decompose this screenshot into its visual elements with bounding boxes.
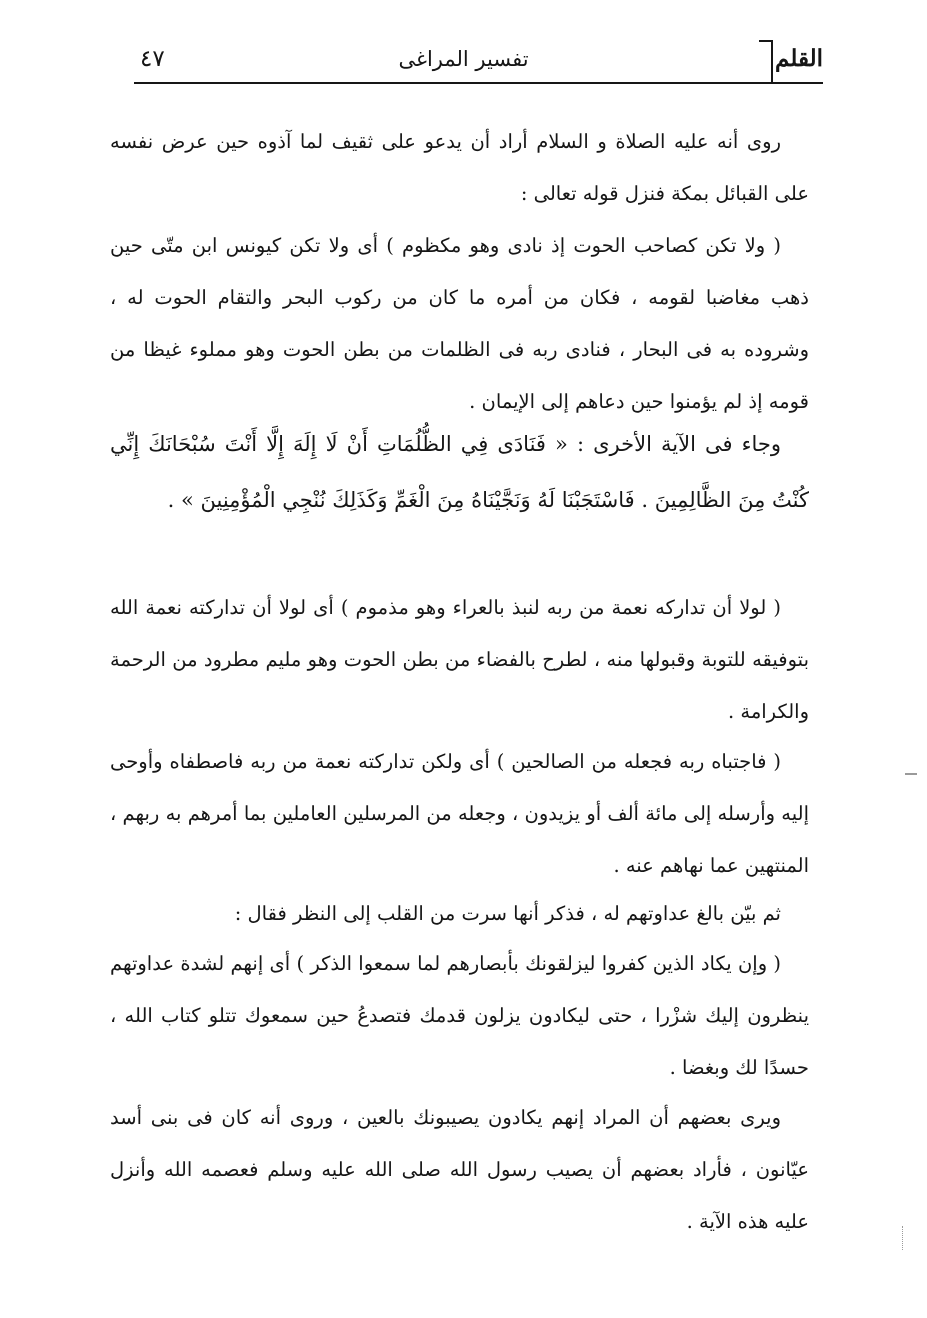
running-title: تفسير المراغى <box>398 47 529 71</box>
sura-name: القلم <box>775 45 823 72</box>
paragraph-quran-verse <box>110 416 809 528</box>
paragraph-text: ثم بيّن بالغ عداوتهم له ، فذكر أنها سرت من القلب إلى النظر فقال : <box>234 902 781 925</box>
paragraph-text: وجاء فى الآية الأخرى : « فَنَادَى فِي الظُّلُمَاتِ أَنْ لَا إِلَهَ إِلَّا أَنْتَ سُبْحَانَكَ إِنِّي كُنْتُ مِنَ الظَّالِمِينَ . فَاسْتَجَبْنَا لَهُ وَنَجَّيْنَاهُ مِنَ الْغَمِّ وَكَذَلِكَ نُنْجِي الْمُؤْمِنِينَ » . <box>110 432 809 512</box>
page-number: ٤٧ <box>140 46 165 72</box>
paragraph-text: ( لولا أن تداركه نعمة من ربه لنبذ بالعراء وهو مذموم ) أى لولا أن تداركته نعمة الله بتوفيقه للتوبة وقبولها منه ، لطرح بالفضاء من بطن الحوت وهو مليم مطرود من الرحمة والكرامة . <box>110 596 809 723</box>
paragraph-occasion <box>110 116 809 220</box>
paragraph-transition <box>110 888 809 940</box>
paragraph-tadarakahu <box>110 582 809 738</box>
paragraph-text: روى أنه عليه الصلاة و السلام أراد أن يدعو على ثقيف لما آذوه حين عرض نفسه على القبائل بمكة فنزل قوله تعالى : <box>110 130 809 205</box>
paragraph-evil-eye <box>110 1092 809 1248</box>
paragraph-text: ويرى بعضهم أن المراد إنهم يكادون يصيبونك بالعين ، وروى أنه كان فى بنى أسد عيّانون ، فأراد بعضهم أن يصيب رسول الله صلى الله عليه وسلم فعصمه الله وأنزل عليه هذه الآية . <box>110 1106 809 1233</box>
paragraph-yunus <box>110 220 809 428</box>
paragraph-text: ( ولا تكن كصاحب الحوت إذ نادى وهو مكظوم ) أى ولا تكن كيونس ابن متّى حين ذهب مغاضبا لقومه ، فكان من أمره ما كان من ركوب البحر والتقام الحوت له ، وشروده به فى البحار ، فنادى ربه فى الظلمات من بطن الحوت وهو مملوء غيظا من قومه إذ لم يؤمنوا حين دعاهم إلى الإيمان . <box>110 234 809 413</box>
paragraph-text: ( فاجتباه ربه فجعله من الصالحين ) أى ولكن تداركته نعمة من ربه فاصطفاه وأوحى إليه وأرسله إلى مائة ألف أو يزيدون ، وجعله من المرسلين العاملين بما أمرهم به ربهم ، المنتهين عما نهاهم عنه . <box>110 750 809 877</box>
header-rule <box>134 82 823 84</box>
paragraph-text: ( وإن يكاد الذين كفروا ليزلقونك بأبصارهم لما سمعوا الذكر ) أى إنهم لشدة عداوتهم ينظرون إليك شزْرا ، حتى ليكادون يزلون قدمك فتصدعُ حين سمعوك تتلو كتاب الله ، حسدًا لك وبغضا . <box>110 952 809 1079</box>
paragraph-ijtabahu <box>110 736 809 892</box>
paragraph-yuzliqunaka <box>110 938 809 1094</box>
scan-speck <box>902 1226 906 1250</box>
scan-speck <box>905 773 917 775</box>
